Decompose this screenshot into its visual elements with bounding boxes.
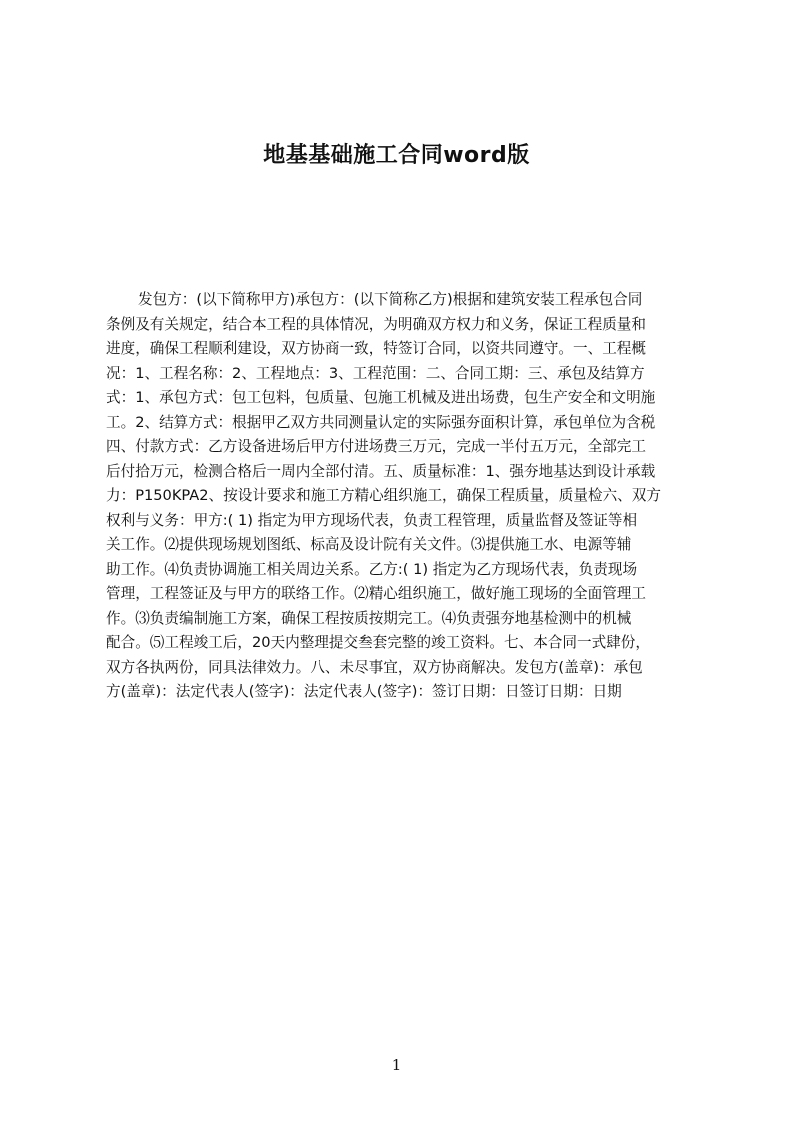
body-line: 配合。⑸工程竣工后，20天内整理提交叁套完整的竣工资料。七、本合同一式肆份，	[106, 634, 650, 651]
body-line: 双方各执两份，同具法律效力。八、未尽事宜，双方协商解决。发包方(盖章)：承包	[106, 658, 643, 676]
document-title: 地基基础施工合同word版	[263, 143, 530, 168]
body-line: 况：1、工程名称：2、工程地点：3、工程范围：二、合同工期：三、承包及结算方	[106, 364, 645, 382]
body-line: 条例及有关规定，结合本工程的具体情况，为明确双方权力和义务，保证工程质量和	[106, 315, 646, 333]
body-line: 式：1、承包方式：包工包料，包质量、包施工机械及进出场费，包生产安全和文明施	[106, 389, 656, 406]
body-line: 管理，工程签证及与甲方的联络工作。⑵精心组织施工，做好施工现场的全面管理工	[106, 585, 646, 602]
body-line: 方(盖章)：法定代表人(签字)：法定代表人(签字)：签订日期：日签订日期：日期	[106, 683, 622, 700]
body-line: 工。2、结算方式：根据甲乙双方共同测量认定的实际强夯面积计算，承包单位为含税	[106, 413, 656, 431]
body-line: 关工作。⑵提供现场规划图纸、标高及设计院有关文件。⑶提供施工水、电源等辅	[106, 536, 632, 553]
body-line: 四、付款方式：乙方设备进场后甲方付进场费三万元，完成一半付五万元，全部完工	[106, 438, 646, 455]
page-number: 1	[391, 1056, 402, 1074]
body-line: 助工作。⑷负责协调施工相关周边关系。乙方:( 1) 指定为乙方现场代表，负责现场	[106, 560, 638, 578]
body-line: 发包方：(以下简称甲方)承包方：(以下简称乙方)根据和建筑安装工程承包合同	[138, 291, 643, 308]
body-line: 力：P150KPA2、按设计要求和施工方精心组织施工，确保工程质量，质量检六、双方	[106, 487, 661, 504]
body-line: 作。⑶负责编制施工方案，确保工程按质按期完工。⑷负责强夯地基检测中的机械	[106, 609, 632, 627]
body-line: 后付拾万元，检测合格后一周内全部付清。五、质量标准：1、强夯地基达到设计承载	[106, 462, 656, 480]
body-line: 权利与义务：甲方:( 1) 指定为甲方现场代表，负责工程管理，质量监督及签证等相	[106, 511, 638, 529]
contract-body	[106, 288, 698, 705]
body-line: 进度，确保工程顺利建设，双方协商一致，特签订合同，以资共同遵守。一、工程概	[106, 340, 646, 357]
